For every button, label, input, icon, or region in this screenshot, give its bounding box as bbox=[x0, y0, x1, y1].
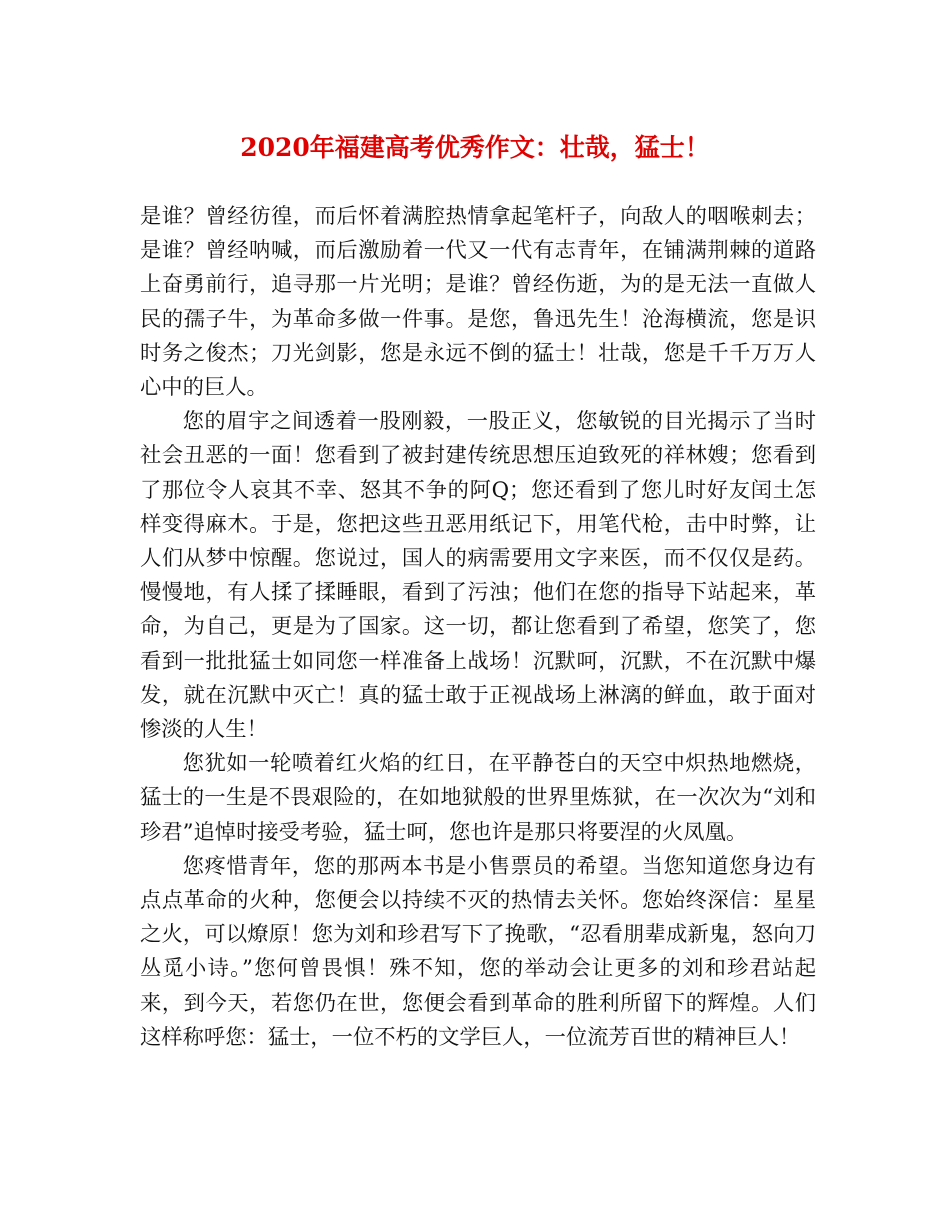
paragraph-4: 您疼惜青年，您的那两本书是小售票员的希望。当您知道您身边有点点革命的火种，您便会以持续不灭的热情去关怀。您始终深信：星星之火，可以燎原！您为刘和珍君写下了挽歌，“忍看朋辈成新鬼，怒向刀丛觅小诗。”您何曾畏惧！殊不知，您的举动会让更多的刘和珍君站起来，到今天，若您仍在世，您便会看到革命的胜利所留下的辉煌。人们这样称呼您：猛士，一位不朽的文学巨人，一位流芳百世的精神巨人！ bbox=[140, 853, 816, 1050]
document-title: 2020年福建高考优秀作文：壮哉，猛士！ bbox=[240, 133, 710, 162]
paragraph-1: 是谁？曾经彷徨，而后怀着满腔热情拿起笔杆子，向敌人的咽喉刺去；是谁？曾经呐喊，而后激励着一代又一代有志青年，在铺满荆棘的道路上奋勇前行，追寻那一片光明；是谁？曾经伤逝，为的是无法一直做人民的孺子牛，为革命多做一件事。是您，鲁迅先生！沧海横流，您是识时务之俊杰；刀光剑影，您是永远不倒的猛士！壮哉，您是千千万万人心中的巨人。 bbox=[140, 204, 816, 401]
document-body bbox=[140, 200, 816, 1055]
paragraph-2: 您的眉宇之间透着一股刚毅，一股正义，您敏锐的目光揭示了当时社会丑恶的一面！您看到了被封建传统思想压迫致死的祥林嫂；您看到了那位令人哀其不幸、怒其不争的阿Q；您还看到了您儿时好友闰土怎样变得麻木。于是，您把这些丑恶用纸记下，用笔代枪，击中时弊，让人们从梦中惊醒。您说过，国人的病需要用文字来医，而不仅仅是药。慢慢地，有人揉了揉睡眼，看到了污浊；他们在您的指导下站起来，革命，为自己，更是为了国家。这一切，都让您看到了希望，您笑了，您看到一批批猛士如同您一样准备上战场！沉默呵，沉默，不在沉默中爆发，就在沉默中灭亡！真的猛士敢于正视战场上淋漓的鲜血，敢于面对惨淡的人生！ bbox=[140, 409, 816, 743]
paragraph-3: 您犹如一轮喷着红火焰的红日，在平静苍白的天空中炽热地燃烧，猛士的一生是不畏艰险的，在如地狱般的世界里炼狱，在一次次为“刘和珍君”追悼时接受考验，猛士呵，您也许是那只将要涅的火凤凰。 bbox=[140, 751, 816, 845]
